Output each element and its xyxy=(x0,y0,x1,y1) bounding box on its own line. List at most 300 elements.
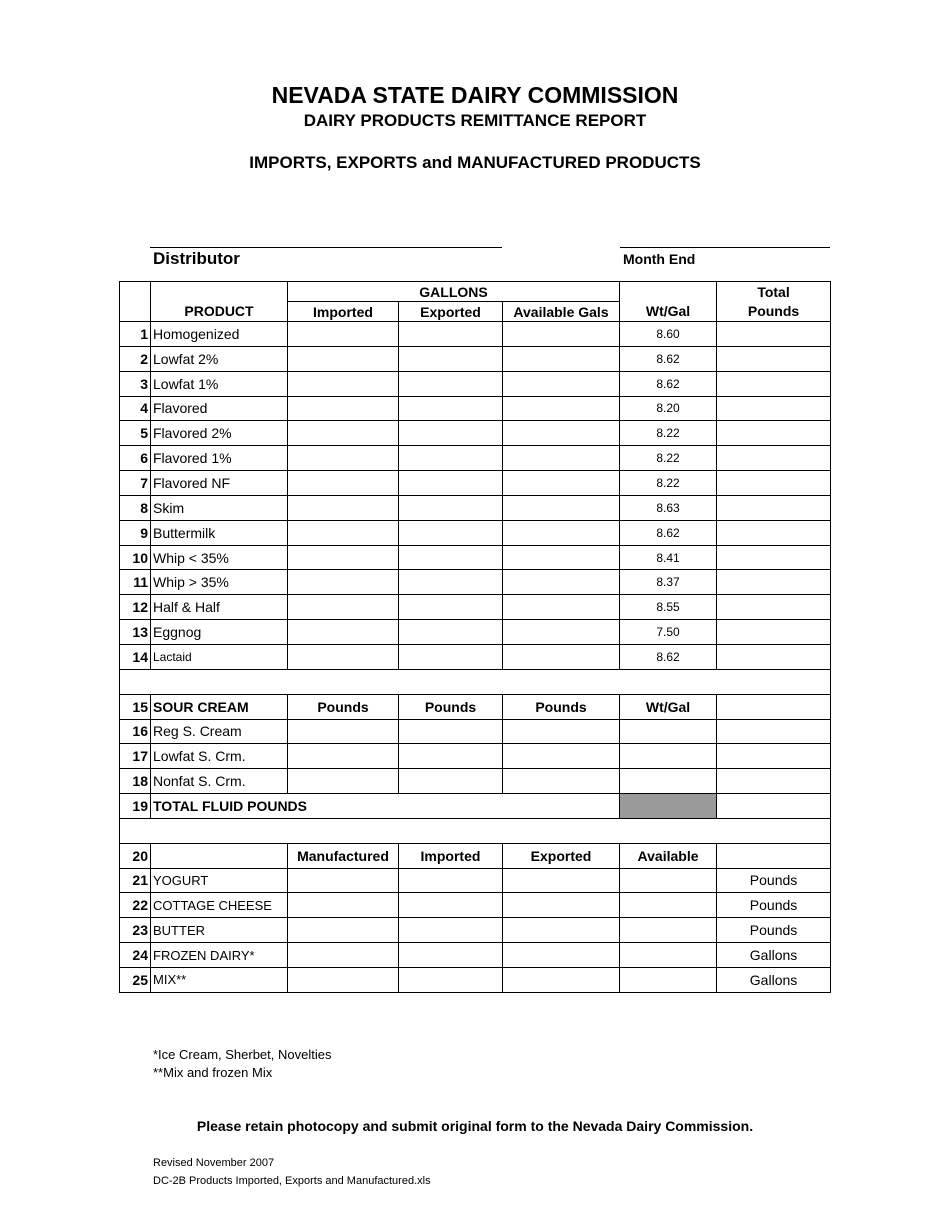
total-pounds-cell-input[interactable] xyxy=(720,548,827,568)
imported-cell[interactable] xyxy=(288,520,399,545)
total-pounds-cell[interactable] xyxy=(717,396,831,421)
available-gals-header: Available Gals xyxy=(503,302,620,322)
available-cell-input[interactable] xyxy=(506,423,616,443)
report-subtitle: DAIRY PRODUCTS REMITTANCE REPORT xyxy=(303,111,647,130)
product-name: Whip < 35% xyxy=(151,545,288,570)
exported-cell-input[interactable] xyxy=(402,622,499,642)
product-name: Buttermilk xyxy=(151,520,288,545)
imported-cell-input[interactable] xyxy=(291,448,395,468)
pounds-cell-input[interactable] xyxy=(291,746,395,766)
available-cell-input[interactable] xyxy=(506,374,616,394)
exported-cell-input[interactable] xyxy=(402,548,499,568)
row-number: 8 xyxy=(120,495,151,520)
row-number: 16 xyxy=(120,719,151,744)
imported-cell-input[interactable] xyxy=(402,945,499,965)
imported-cell-input[interactable] xyxy=(291,523,395,543)
row-number: 20 xyxy=(120,843,151,868)
spacer-cell xyxy=(120,818,831,843)
month-end-underline xyxy=(620,247,830,248)
total-pounds-cell[interactable] xyxy=(717,371,831,396)
exported-cell[interactable] xyxy=(399,570,503,595)
total-pounds-cell[interactable] xyxy=(717,620,831,645)
total-pounds-cell[interactable] xyxy=(717,595,831,620)
month-end-label: Month End xyxy=(623,251,696,267)
row-number: 24 xyxy=(120,943,151,968)
manufactured-cell[interactable] xyxy=(288,943,399,968)
product-name: Reg S. Cream xyxy=(151,719,288,744)
imported-cell-input[interactable] xyxy=(291,349,395,369)
row-number: 21 xyxy=(120,868,151,893)
pounds-cell[interactable] xyxy=(399,719,503,744)
exported-cell[interactable] xyxy=(503,868,620,893)
total-pounds-cell[interactable] xyxy=(717,769,831,794)
imported-cell-input[interactable] xyxy=(291,597,395,617)
sour-cream-header-row xyxy=(120,694,831,719)
exported-cell[interactable] xyxy=(503,918,620,943)
total-pounds-cell-input[interactable] xyxy=(720,448,827,468)
unit-label: Pounds xyxy=(717,893,831,918)
imported-cell-input[interactable] xyxy=(291,374,395,394)
exported-cell[interactable] xyxy=(399,421,503,446)
imported-cell[interactable] xyxy=(288,545,399,570)
row-number: 3 xyxy=(120,371,151,396)
row-number: 18 xyxy=(120,769,151,794)
pounds-cell[interactable] xyxy=(503,719,620,744)
available-cell-input[interactable] xyxy=(623,895,713,915)
pounds-cell[interactable] xyxy=(399,769,503,794)
imported-cell-input[interactable] xyxy=(291,324,395,344)
imported-cell[interactable] xyxy=(399,868,503,893)
pounds-cell-input[interactable] xyxy=(506,746,616,766)
row-number: 15 xyxy=(120,694,151,719)
row-number: 6 xyxy=(120,446,151,471)
pounds-header: Pounds xyxy=(399,694,503,719)
wtgal-value: 8.55 xyxy=(620,595,717,620)
total-pounds-cell-input[interactable] xyxy=(720,771,827,791)
row-number: 7 xyxy=(120,471,151,496)
manufactured-cell-input[interactable] xyxy=(291,970,395,990)
product-name: Flavored 1% xyxy=(151,446,288,471)
section-title: IMPORTS, EXPORTS and MANUFACTURED PRODUCTS xyxy=(249,153,701,172)
total-pounds-cell[interactable] xyxy=(717,495,831,520)
available-cell[interactable] xyxy=(503,446,620,471)
exported-cell-input[interactable] xyxy=(402,523,499,543)
exported-cell[interactable] xyxy=(399,595,503,620)
product-name: Flavored xyxy=(151,396,288,421)
manufactured-row xyxy=(120,967,831,992)
available-cell-input[interactable] xyxy=(506,548,616,568)
wtgal-value: 8.62 xyxy=(620,644,717,669)
total-pounds-cell-input[interactable] xyxy=(720,473,827,493)
unit-label: Pounds xyxy=(717,918,831,943)
fluid-row xyxy=(120,322,831,347)
wtgal-cell[interactable] xyxy=(620,719,717,744)
available-cell[interactable] xyxy=(503,421,620,446)
exported-cell[interactable] xyxy=(399,346,503,371)
pounds-header: Pounds xyxy=(503,694,620,719)
row-number: 19 xyxy=(120,794,151,819)
wtgal-value: 8.22 xyxy=(620,471,717,496)
manufactured-row xyxy=(120,893,831,918)
exported-cell-input[interactable] xyxy=(402,448,499,468)
pounds-cell-input[interactable] xyxy=(402,746,499,766)
imported-cell-input[interactable] xyxy=(291,498,395,518)
available-cell-input[interactable] xyxy=(623,870,713,890)
available-cell[interactable] xyxy=(620,943,717,968)
available-cell[interactable] xyxy=(503,595,620,620)
fluid-row xyxy=(120,471,831,496)
available-cell[interactable] xyxy=(503,520,620,545)
product-name: MIX** xyxy=(151,967,288,992)
total-pounds-cell-input[interactable] xyxy=(720,349,827,369)
product-name: Homogenized xyxy=(151,322,288,347)
empty-cell xyxy=(151,843,288,868)
fluid-row xyxy=(120,495,831,520)
available-cell-input[interactable] xyxy=(506,324,616,344)
wtgal-value: 8.60 xyxy=(620,322,717,347)
available-cell-input[interactable] xyxy=(506,473,616,493)
pounds-header: Pounds xyxy=(288,694,399,719)
wtgal-cell-input[interactable] xyxy=(623,746,713,766)
row-number: 12 xyxy=(120,595,151,620)
wtgal-cell-input[interactable] xyxy=(623,771,713,791)
available-cell-input[interactable] xyxy=(506,523,616,543)
imported-cell[interactable] xyxy=(288,620,399,645)
sour-cream-row xyxy=(120,719,831,744)
available-cell[interactable] xyxy=(503,495,620,520)
month-end-field[interactable] xyxy=(622,226,832,248)
row-number: 10 xyxy=(120,545,151,570)
total-pounds-cell-input[interactable] xyxy=(720,398,827,418)
available-cell[interactable] xyxy=(503,396,620,421)
product-name: Lowfat S. Crm. xyxy=(151,744,288,769)
total-pounds-cell[interactable] xyxy=(717,346,831,371)
product-name: YOGURT xyxy=(151,868,288,893)
fluid-row xyxy=(120,446,831,471)
manufactured-cell-input[interactable] xyxy=(291,895,395,915)
pounds-cell-input[interactable] xyxy=(506,771,616,791)
exported-cell-input[interactable] xyxy=(402,473,499,493)
available-cell-input[interactable] xyxy=(506,647,616,667)
distributor-underline xyxy=(150,247,502,248)
available-cell[interactable] xyxy=(620,967,717,992)
total-pounds-cell-input[interactable] xyxy=(720,374,827,394)
distributor-field[interactable] xyxy=(152,226,504,248)
wtgal-value: 8.22 xyxy=(620,446,717,471)
sour-cream-row xyxy=(120,769,831,794)
available-cell[interactable] xyxy=(503,471,620,496)
imported-cell[interactable] xyxy=(288,396,399,421)
spacer-cell xyxy=(120,669,831,694)
header-row-bottom xyxy=(120,302,831,322)
imported-cell-input[interactable] xyxy=(291,398,395,418)
available-cell-input[interactable] xyxy=(506,597,616,617)
available-cell[interactable] xyxy=(503,346,620,371)
wtgal-value: 7.50 xyxy=(620,620,717,645)
sour-cream-label: SOUR CREAM xyxy=(151,694,288,719)
shaded-cell xyxy=(620,794,717,819)
total-pounds-cell[interactable] xyxy=(717,719,831,744)
imported-cell[interactable] xyxy=(288,595,399,620)
total-pounds-cell[interactable] xyxy=(717,545,831,570)
imported-cell-input[interactable] xyxy=(291,622,395,642)
total-header-line1: Total xyxy=(717,282,831,302)
imported-cell-input[interactable] xyxy=(291,647,395,667)
exported-cell-input[interactable] xyxy=(506,920,616,940)
manufactured-cell[interactable] xyxy=(288,918,399,943)
exported-header: Exported xyxy=(399,302,503,322)
wtgal-header: Wt/Gal xyxy=(620,694,717,719)
total-pounds-cell-input[interactable] xyxy=(720,572,827,592)
total-pounds-cell[interactable] xyxy=(717,644,831,669)
manufactured-cell[interactable] xyxy=(288,967,399,992)
imported-cell[interactable] xyxy=(288,446,399,471)
unit-label: Pounds xyxy=(717,868,831,893)
manufactured-cell-input[interactable] xyxy=(291,920,395,940)
gallons-header: GALLONS xyxy=(288,282,620,302)
spacer-row xyxy=(120,818,831,843)
total-pounds-cell-input[interactable] xyxy=(720,746,827,766)
retain-notice: Please retain photocopy and submit original form to the Nevada Dairy Commission. xyxy=(196,1118,754,1134)
available-cell-input[interactable] xyxy=(506,498,616,518)
available-cell-input[interactable] xyxy=(506,572,616,592)
exported-cell[interactable] xyxy=(399,446,503,471)
footnote-mix: **Mix and frozen Mix xyxy=(153,1065,273,1080)
exported-cell-input[interactable] xyxy=(506,945,616,965)
exported-cell-input[interactable] xyxy=(402,423,499,443)
revision-date: Revised November 2007 xyxy=(153,1157,275,1169)
pounds-cell[interactable] xyxy=(288,769,399,794)
total-pounds-cell-input[interactable] xyxy=(720,721,827,741)
product-name: Lactaid xyxy=(151,644,288,669)
file-name: DC-2B Products Imported, Exports and Manufactured.xls xyxy=(153,1175,431,1187)
pounds-cell[interactable] xyxy=(503,744,620,769)
imported-cell[interactable] xyxy=(399,893,503,918)
remittance-table xyxy=(119,281,831,993)
available-cell-input[interactable] xyxy=(506,448,616,468)
pounds-cell[interactable] xyxy=(288,719,399,744)
unit-label: Gallons xyxy=(717,943,831,968)
wtgal-value: 8.41 xyxy=(620,545,717,570)
exported-cell-input[interactable] xyxy=(402,647,499,667)
spacer-row xyxy=(120,669,831,694)
imported-cell-input[interactable] xyxy=(291,548,395,568)
exported-cell[interactable] xyxy=(399,371,503,396)
total-pounds-cell[interactable] xyxy=(717,520,831,545)
product-name: Lowfat 1% xyxy=(151,371,288,396)
row-number: 1 xyxy=(120,322,151,347)
imported-cell[interactable] xyxy=(399,918,503,943)
pounds-cell[interactable] xyxy=(288,744,399,769)
available-cell-input[interactable] xyxy=(623,945,713,965)
exported-cell-input[interactable] xyxy=(402,349,499,369)
imported-header: Imported xyxy=(399,843,503,868)
total-pounds-cell[interactable] xyxy=(717,421,831,446)
manufactured-row xyxy=(120,918,831,943)
row-number: 13 xyxy=(120,620,151,645)
product-name: Eggnog xyxy=(151,620,288,645)
wtgal-cell-input[interactable] xyxy=(623,721,713,741)
product-header: PRODUCT xyxy=(151,302,288,322)
pounds-cell-input[interactable] xyxy=(291,721,395,741)
fluid-row xyxy=(120,620,831,645)
fluid-row xyxy=(120,570,831,595)
header-num-cell xyxy=(120,282,151,302)
exported-cell[interactable] xyxy=(503,943,620,968)
wtgal-value: 8.62 xyxy=(620,346,717,371)
product-name: Flavored NF xyxy=(151,471,288,496)
exported-cell-input[interactable] xyxy=(402,597,499,617)
available-cell[interactable] xyxy=(620,918,717,943)
manufactured-cell[interactable] xyxy=(288,893,399,918)
footnote-frozen-dairy: *Ice Cream, Sherbet, Novelties xyxy=(153,1047,332,1062)
product-name: Nonfat S. Crm. xyxy=(151,769,288,794)
pounds-cell[interactable] xyxy=(399,744,503,769)
wtgal-value: 8.20 xyxy=(620,396,717,421)
total-pounds-cell[interactable] xyxy=(717,471,831,496)
total-pounds-cell[interactable] xyxy=(717,446,831,471)
imported-cell[interactable] xyxy=(288,322,399,347)
header-row-top xyxy=(120,282,831,302)
available-cell[interactable] xyxy=(503,570,620,595)
total-pounds-cell[interactable] xyxy=(717,744,831,769)
exported-cell[interactable] xyxy=(503,967,620,992)
row-number: 5 xyxy=(120,421,151,446)
available-cell[interactable] xyxy=(503,371,620,396)
total-fluid-row xyxy=(120,794,831,819)
imported-cell[interactable] xyxy=(288,371,399,396)
total-fluid-pounds-cell-input[interactable] xyxy=(720,796,827,816)
wtgal-value: 8.22 xyxy=(620,421,717,446)
imported-cell[interactable] xyxy=(288,495,399,520)
exported-cell[interactable] xyxy=(399,495,503,520)
imported-header: Imported xyxy=(288,302,399,322)
exported-cell-input[interactable] xyxy=(506,870,616,890)
pounds-cell[interactable] xyxy=(503,769,620,794)
product-name: BUTTER xyxy=(151,918,288,943)
total-pounds-cell[interactable] xyxy=(717,322,831,347)
pounds-cell-input[interactable] xyxy=(291,771,395,791)
exported-cell-input[interactable] xyxy=(506,970,616,990)
empty-cell xyxy=(717,694,831,719)
imported-cell[interactable] xyxy=(288,570,399,595)
imported-cell[interactable] xyxy=(399,943,503,968)
total-fluid-pounds-cell[interactable] xyxy=(717,794,831,819)
pounds-cell-input[interactable] xyxy=(506,721,616,741)
row-number: 22 xyxy=(120,893,151,918)
product-name: Whip > 35% xyxy=(151,570,288,595)
imported-cell-input[interactable] xyxy=(402,920,499,940)
available-cell-input[interactable] xyxy=(506,622,616,642)
row-number: 9 xyxy=(120,520,151,545)
row-number: 4 xyxy=(120,396,151,421)
header-product-cell-top xyxy=(151,282,288,302)
imported-cell[interactable] xyxy=(288,421,399,446)
exported-cell[interactable] xyxy=(399,396,503,421)
total-pounds-cell-input[interactable] xyxy=(720,647,827,667)
total-pounds-cell-input[interactable] xyxy=(720,423,827,443)
exported-cell[interactable] xyxy=(399,620,503,645)
imported-cell-input[interactable] xyxy=(402,970,499,990)
wtgal-value: 8.63 xyxy=(620,495,717,520)
manufactured-cell-input[interactable] xyxy=(291,870,395,890)
product-name: COTTAGE CHEESE xyxy=(151,893,288,918)
available-cell-input[interactable] xyxy=(623,970,713,990)
exported-cell-input[interactable] xyxy=(402,324,499,344)
total-pounds-cell[interactable] xyxy=(717,570,831,595)
available-cell-input[interactable] xyxy=(506,398,616,418)
manufactured-cell-input[interactable] xyxy=(291,945,395,965)
total-pounds-cell-input[interactable] xyxy=(720,523,827,543)
exported-cell-input[interactable] xyxy=(506,895,616,915)
wtgal-cell[interactable] xyxy=(620,744,717,769)
total-pounds-cell-input[interactable] xyxy=(720,597,827,617)
imported-cell[interactable] xyxy=(288,471,399,496)
fluid-row xyxy=(120,595,831,620)
imported-cell-input[interactable] xyxy=(291,572,395,592)
product-name: Flavored 2% xyxy=(151,421,288,446)
exported-cell[interactable] xyxy=(399,545,503,570)
exported-cell[interactable] xyxy=(399,520,503,545)
available-cell[interactable] xyxy=(620,868,717,893)
exported-cell-input[interactable] xyxy=(402,498,499,518)
row-number: 11 xyxy=(120,570,151,595)
unit-label: Gallons xyxy=(717,967,831,992)
exported-cell[interactable] xyxy=(399,322,503,347)
report-title: NEVADA STATE DAIRY COMMISSION xyxy=(271,82,679,108)
imported-cell[interactable] xyxy=(288,644,399,669)
imported-cell[interactable] xyxy=(399,967,503,992)
available-cell[interactable] xyxy=(503,620,620,645)
available-cell[interactable] xyxy=(503,322,620,347)
fluid-row xyxy=(120,545,831,570)
exported-cell[interactable] xyxy=(399,471,503,496)
wtgal-value: 8.62 xyxy=(620,520,717,545)
fluid-row xyxy=(120,520,831,545)
fluid-row xyxy=(120,396,831,421)
imported-cell-input[interactable] xyxy=(402,895,499,915)
row-number: 2 xyxy=(120,346,151,371)
fluid-row xyxy=(120,421,831,446)
available-cell-input[interactable] xyxy=(623,920,713,940)
exported-cell-input[interactable] xyxy=(402,398,499,418)
wtgal-cell[interactable] xyxy=(620,769,717,794)
available-cell-input[interactable] xyxy=(506,349,616,369)
imported-cell-input[interactable] xyxy=(291,473,395,493)
imported-cell[interactable] xyxy=(288,346,399,371)
imported-cell-input[interactable] xyxy=(291,423,395,443)
pounds-cell-input[interactable] xyxy=(402,721,499,741)
available-cell[interactable] xyxy=(620,893,717,918)
exported-cell-input[interactable] xyxy=(402,374,499,394)
exported-cell[interactable] xyxy=(399,644,503,669)
total-pounds-cell-input[interactable] xyxy=(720,324,827,344)
total-header-line2: Pounds xyxy=(717,302,831,322)
exported-cell-input[interactable] xyxy=(402,572,499,592)
wtgal-value: 8.37 xyxy=(620,570,717,595)
total-pounds-cell-input[interactable] xyxy=(720,622,827,642)
empty-cell xyxy=(717,843,831,868)
exported-cell[interactable] xyxy=(503,893,620,918)
manufactured-row xyxy=(120,868,831,893)
manufactured-cell[interactable] xyxy=(288,868,399,893)
header-num-cell-2 xyxy=(120,302,151,322)
total-pounds-cell-input[interactable] xyxy=(720,498,827,518)
imported-cell-input[interactable] xyxy=(402,870,499,890)
pounds-cell-input[interactable] xyxy=(402,771,499,791)
available-cell[interactable] xyxy=(503,644,620,669)
available-cell[interactable] xyxy=(503,545,620,570)
